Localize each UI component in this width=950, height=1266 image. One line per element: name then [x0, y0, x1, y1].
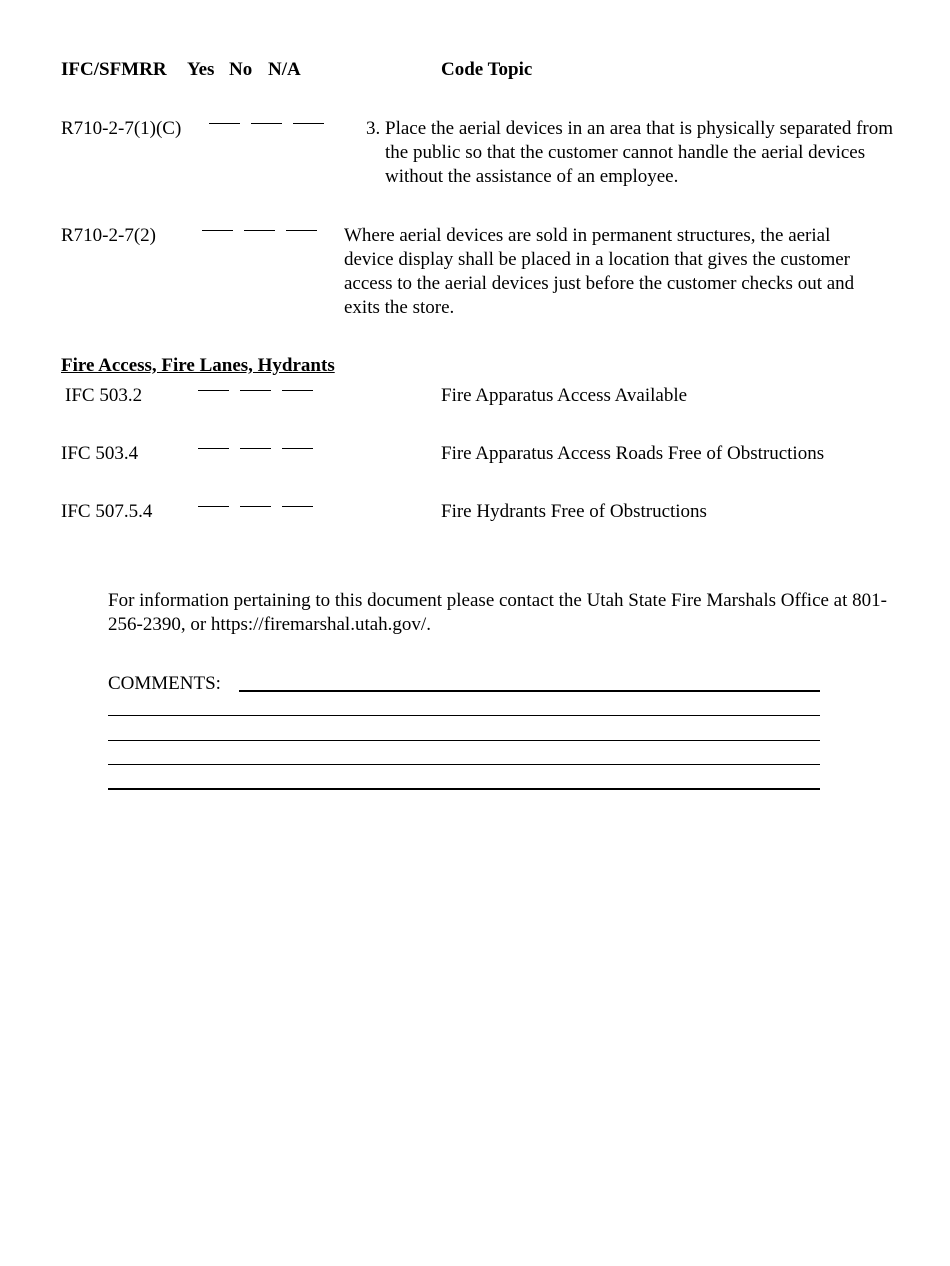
row-description: Fire Hydrants Free of Obstructions	[441, 501, 707, 522]
header-code-topic: Code Topic	[441, 59, 533, 80]
na-blank[interactable]	[282, 389, 313, 391]
header-na: N/A	[268, 59, 301, 80]
yes-blank[interactable]	[209, 122, 240, 124]
yes-no-na-blanks[interactable]	[198, 389, 313, 391]
yes-no-na-blanks[interactable]	[202, 229, 317, 231]
comments-line-2[interactable]	[108, 715, 820, 716]
comments-line-5[interactable]	[108, 788, 820, 790]
na-blank[interactable]	[282, 447, 313, 449]
yes-blank[interactable]	[198, 389, 229, 391]
yes-no-na-blanks[interactable]	[198, 505, 313, 507]
no-blank[interactable]	[240, 447, 271, 449]
yes-blank[interactable]	[202, 229, 233, 231]
row-code: IFC 503.4	[61, 443, 139, 464]
contact-paragraph: For information pertaining to this document please contact the Utah State Fire Marshals Office at 801-256-2390, or https://firemarshal.utah.gov/.	[108, 590, 887, 635]
section-heading: Fire Access, Fire Lanes, Hydrants	[61, 355, 335, 376]
yes-blank[interactable]	[198, 505, 229, 507]
no-blank[interactable]	[251, 122, 282, 124]
na-blank[interactable]	[286, 229, 317, 231]
comments-label: COMMENTS:	[108, 673, 221, 694]
row-code: R710-2-7(2)	[61, 225, 156, 246]
header-code-column: IFC/SFMRR	[61, 59, 167, 80]
comments-line-1[interactable]	[239, 690, 820, 692]
header-yes: Yes	[187, 59, 215, 80]
yes-no-na-blanks[interactable]	[198, 447, 313, 449]
row-code: IFC 507.5.4	[61, 501, 153, 522]
row-description: Fire Apparatus Access Roads Free of Obstructions	[441, 443, 825, 464]
yes-blank[interactable]	[198, 447, 229, 449]
row-number: 3.	[366, 118, 381, 139]
no-blank[interactable]	[240, 389, 271, 391]
comments-line-3[interactable]	[108, 740, 820, 741]
header-no: No	[229, 59, 253, 80]
row-code: IFC 503.2	[65, 385, 143, 406]
no-blank[interactable]	[244, 229, 275, 231]
yes-no-na-blanks[interactable]	[209, 122, 324, 124]
row-description: Where aerial devices are sold in permanent structures, the aerial device display shall be placed in a location that gives the customer access to the aerial devices just before the customer checks out and exits the store.	[344, 225, 855, 318]
comments-line-4[interactable]	[108, 764, 820, 765]
row-description: Place the aerial devices in an area that is physically separated from the public so that the customer cannot handle the aerial devices without the assistance of an employee.	[385, 118, 894, 187]
no-blank[interactable]	[240, 505, 271, 507]
na-blank[interactable]	[293, 122, 324, 124]
row-description: Fire Apparatus Access Available	[441, 385, 688, 406]
na-blank[interactable]	[282, 505, 313, 507]
row-code: R710-2-7(1)(C)	[61, 118, 182, 139]
